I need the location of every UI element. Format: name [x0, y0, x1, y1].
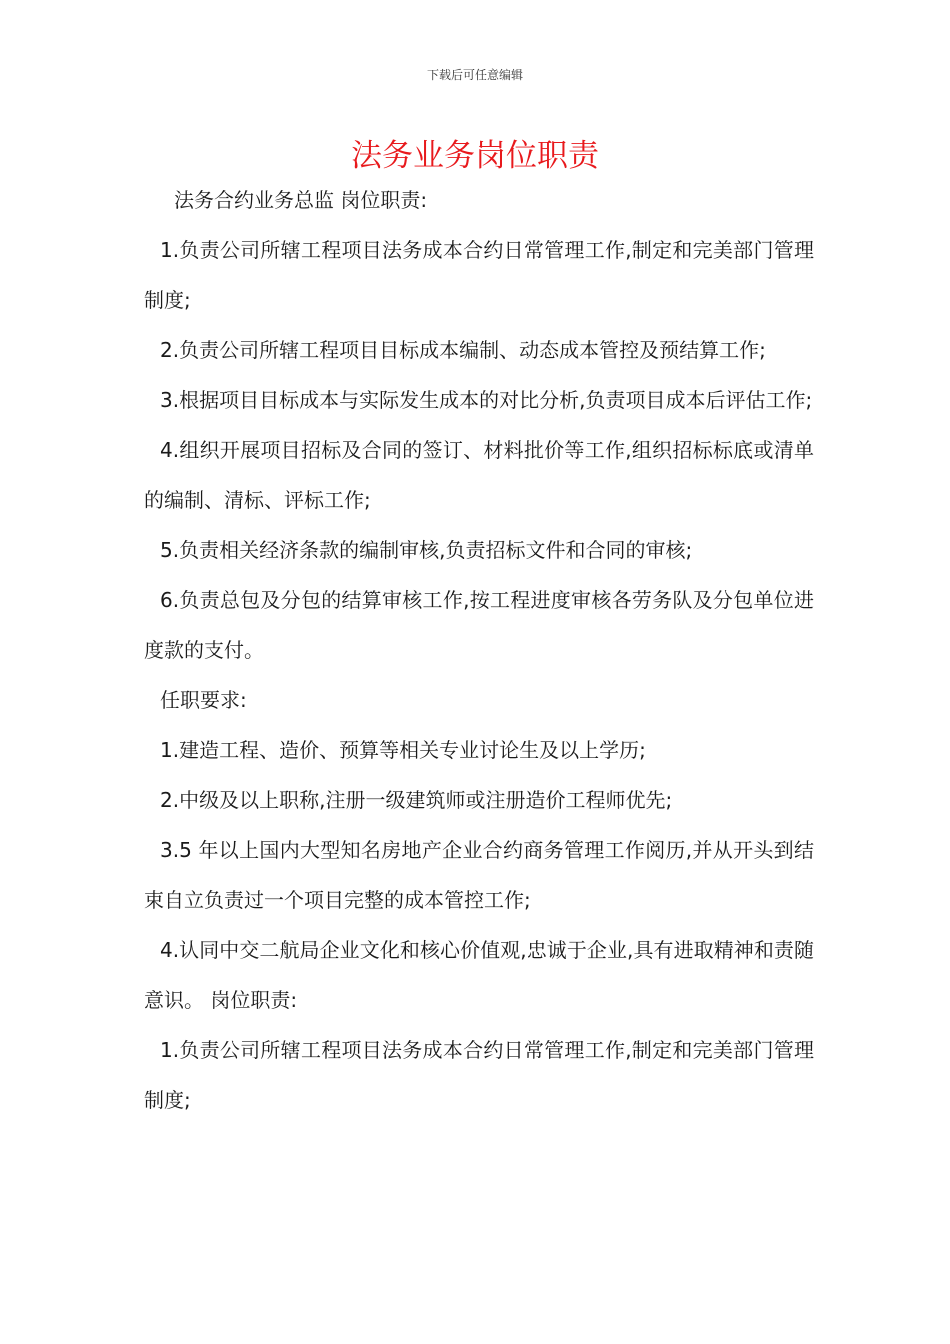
paragraph-requirement-4: 4.认同中交二航局企业文化和核心价值观,忠诚于企业,具有进取精神和责随意识。 岗位职责:: [144, 938, 814, 1012]
paragraph-duty-4: 4.组织开展项目招标及合同的签订、材料批价等工作,组织招标标底或清单的编制、清标、评标工作;: [144, 438, 814, 512]
document-body: [144, 175, 814, 1125]
paragraph-duty-1: 1.负责公司所辖工程项目法务成本合约日常管理工作,制定和完美部门管理制度;: [144, 238, 814, 312]
paragraph-duty-2: 2.负责公司所辖工程项目目标成本编制、动态成本管控及预结算工作;: [160, 338, 766, 362]
paragraph-requirement-3: 3.5 年以上国内大型知名房地产企业合约商务管理工作阅历,并从开头到结束自立负责过一个项目完整的成本管控工作;: [144, 838, 814, 912]
paragraph-section-heading: 法务合约业务总监 岗位职责:: [174, 188, 428, 212]
paragraph-duty-6: 6.负责总包及分包的结算审核工作,按工程进度审核各劳务队及分包单位进度款的支付。: [144, 588, 814, 662]
paragraph-duty-3: 3.根据项目目标成本与实际发生成本的对比分析,负责项目成本后评估工作;: [160, 388, 813, 412]
header-note: 下载后可任意编辑: [426, 68, 523, 82]
paragraph-duty-5: 5.负责相关经济条款的编制审核,负责招标文件和合同的审核;: [160, 538, 693, 562]
document-title: 法务业务岗位职责: [351, 138, 599, 174]
paragraph-requirements-heading: 任职要求:: [160, 688, 247, 712]
paragraph-requirement-1: 1.建造工程、造价、预算等相关专业讨论生及以上学历;: [160, 738, 646, 762]
paragraph-duty-repeat-1: 1.负责公司所辖工程项目法务成本合约日常管理工作,制定和完美部门管理制度;: [144, 1038, 814, 1112]
paragraph-requirement-2: 2.中级及以上职称,注册一级建筑师或注册造价工程师优先;: [160, 788, 673, 812]
